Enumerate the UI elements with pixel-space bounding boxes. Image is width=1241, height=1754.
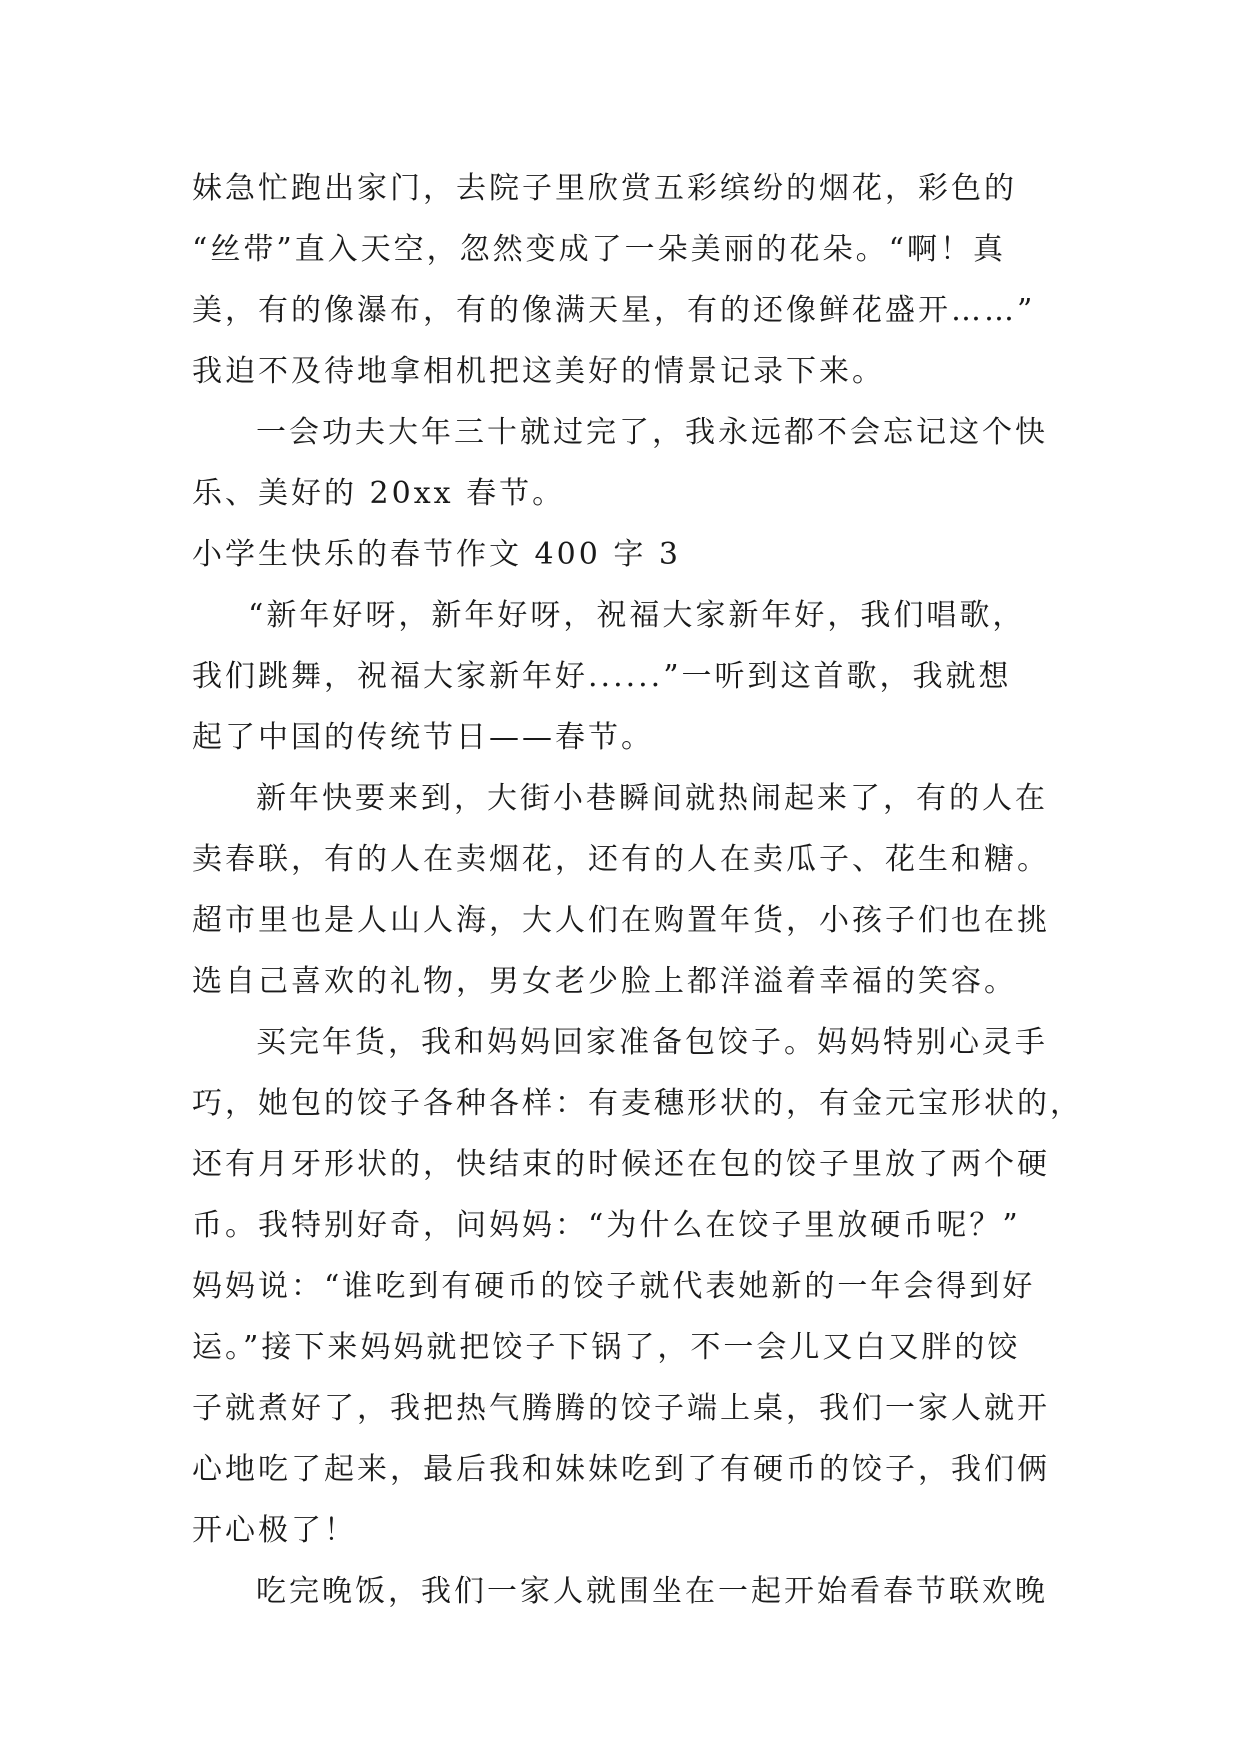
- text-line: 我们跳舞，祝福大家新年好......”一听到这首歌，我就想: [192, 659, 1012, 694]
- text-line: 币。我特别好奇，问妈妈：“为什么在饺子里放硬币呢？”: [192, 1208, 1021, 1243]
- text-line: 心地吃了起来，最后我和妹妹吃到了有硬币的饺子，我们俩: [192, 1452, 1050, 1487]
- text-line: 超市里也是人山人海，大人们在购置年货，小孩子们也在挑: [192, 903, 1050, 938]
- section-heading: 小学生快乐的春节作文 400 字 3: [192, 537, 681, 572]
- paragraph-first-line: 新年快要来到，大街小巷瞬间就热闹起来了，有的人在: [256, 781, 1048, 816]
- text-line: “丝带”直入天空，忽然变成了一朵美丽的花朵。“啊！真: [192, 232, 1007, 267]
- paragraph-first-line: 吃完晚饭，我们一家人就围坐在一起开始看春节联欢晚: [256, 1574, 1048, 1609]
- paragraph-first-line: 买完年货，我和妈妈回家准备包饺子。妈妈特别心灵手: [256, 1025, 1048, 1060]
- paragraph-first-line: “新年好呀，新年好呀，祝福大家新年好，我们唱歌，: [248, 598, 1026, 633]
- text-line: 还有月牙形状的，快结束的时候还在包的饺子里放了两个硬: [192, 1147, 1050, 1182]
- text-line: 妹急忙跑出家门，去院子里欣赏五彩缤纷的烟花，彩色的: [192, 171, 1017, 206]
- text-line: 运。”接下来妈妈就把饺子下锅了，不一会儿又白又胖的饺: [192, 1330, 1021, 1365]
- paragraph-first-line: 一会功夫大年三十就过完了，我永远都不会忘记这个快: [256, 415, 1048, 450]
- document-body: [192, 158, 1083, 1622]
- text-line: 子就煮好了，我把热气腾腾的饺子端上桌，我们一家人就开: [192, 1391, 1050, 1426]
- text-line: 起了中国的传统节日——春节。: [192, 720, 654, 755]
- text-line: 卖春联，有的人在卖烟花，还有的人在卖瓜子、花生和糖。: [192, 842, 1050, 877]
- text-line: 美，有的像瀑布，有的像满天星，有的还像鲜花盛开……”: [192, 293, 1036, 328]
- text-line: 我迫不及待地拿相机把这美好的情景记录下来。: [192, 354, 885, 389]
- text-line: 开心极了！: [192, 1513, 357, 1548]
- text-line: 选自己喜欢的礼物，男女老少脸上都洋溢着幸福的笑容。: [192, 964, 1017, 999]
- text-line: 乐、美好的 20xx 春节。: [192, 476, 566, 511]
- text-line: 巧，她包的饺子各种各样：有麦穗形状的，有金元宝形状的，: [192, 1086, 1083, 1121]
- text-line: 妈妈说：“谁吃到有硬币的饺子就代表她新的一年会得到好: [192, 1269, 1036, 1304]
